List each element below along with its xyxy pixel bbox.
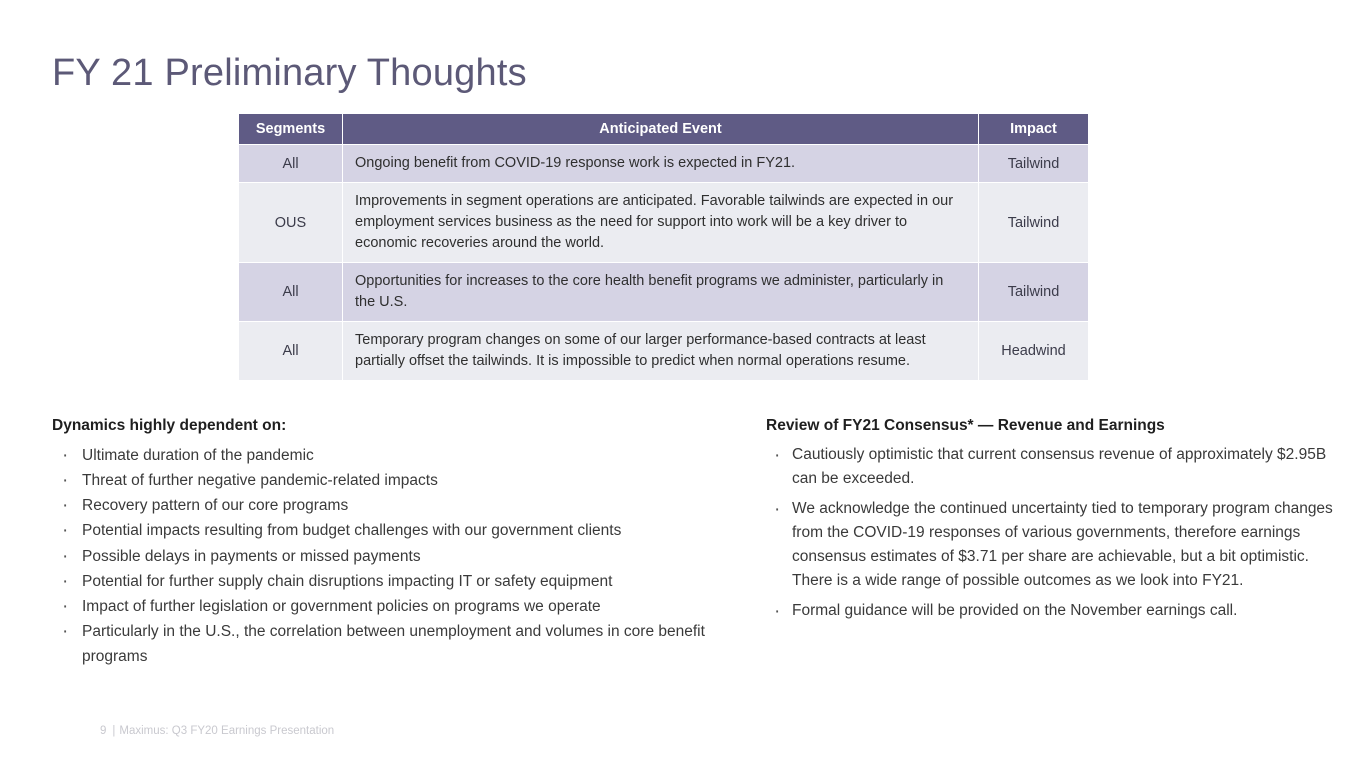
table-row xyxy=(239,183,1089,263)
cell-segment: All xyxy=(239,263,343,322)
column-header-segments: Segments xyxy=(239,114,343,145)
cell-event: Opportunities for increases to the core health benefit programs we administer, particularly in the U.S. xyxy=(343,263,979,322)
column-header-anticipated-event: Anticipated Event xyxy=(343,114,979,145)
list-item: · Cautiously optimistic that current consensus revenue of approximately $2.95B can be exceeded. xyxy=(766,443,1341,491)
consensus-review-heading: Review of FY21 Consensus* — Revenue and Earnings xyxy=(766,417,1165,434)
cell-impact: Tailwind xyxy=(979,263,1089,322)
list-item: · Possible delays in payments or missed payments xyxy=(52,544,752,569)
column-header-impact: Impact xyxy=(979,114,1089,145)
table-header-row xyxy=(239,114,1089,145)
list-item: · Formal guidance will be provided on the November earnings call. xyxy=(766,599,1341,623)
cell-segment: All xyxy=(239,145,343,183)
dynamics-section xyxy=(52,416,752,669)
table-row xyxy=(239,263,1089,322)
slide-footer xyxy=(100,725,334,737)
dynamics-bullet-list xyxy=(52,443,752,669)
page-title: FY 21 Preliminary Thoughts xyxy=(52,52,527,94)
cell-impact: Headwind xyxy=(979,322,1089,381)
list-item: · Impact of further legislation or government policies on programs we operate xyxy=(52,594,752,619)
list-item: · Particularly in the U.S., the correlation between unemployment and volumes in core benefit programs xyxy=(52,619,752,669)
table-row xyxy=(239,145,1089,183)
anticipated-event-table xyxy=(238,113,1089,381)
list-item: · Threat of further negative pandemic-related impacts xyxy=(52,468,752,493)
cell-event: Improvements in segment operations are anticipated. Favorable tailwinds are expected in our employment services business as the need for support into work will be a key driver to economic recoveries around the world. xyxy=(343,183,979,263)
cell-segment: OUS xyxy=(239,183,343,263)
cell-impact: Tailwind xyxy=(979,183,1089,263)
consensus-review-section xyxy=(766,416,1341,629)
cell-event: Ongoing benefit from COVID-19 response work is expected in FY21. xyxy=(343,145,979,183)
table-body xyxy=(239,145,1089,381)
page-number: 9 xyxy=(100,725,107,737)
cell-event: Temporary program changes on some of our larger performance-based contracts at least partially offset the tailwinds. It is impossible to predict when normal operations resume. xyxy=(343,322,979,381)
list-item: · Recovery pattern of our core programs xyxy=(52,493,752,518)
cell-segment: All xyxy=(239,322,343,381)
footer-text: Maximus: Q3 FY20 Earnings Presentation xyxy=(119,725,335,737)
table-row xyxy=(239,322,1089,381)
footer-separator: | xyxy=(112,725,116,737)
dynamics-heading: Dynamics highly dependent on: xyxy=(52,417,287,434)
cell-impact: Tailwind xyxy=(979,145,1089,183)
list-item: · Ultimate duration of the pandemic xyxy=(52,443,752,468)
list-item: · We acknowledge the continued uncertainty tied to temporary program changes from the COVID-19 responses of various governments, therefore earnings consensus estimates of $3.71 per share are achievable, but a bit optimistic. There is a wide range of possible outcomes as we look into FY21. xyxy=(766,497,1341,593)
list-item: · Potential impacts resulting from budget challenges with our government clients xyxy=(52,518,752,543)
list-item: · Potential for further supply chain disruptions impacting IT or safety equipment xyxy=(52,569,752,594)
consensus-bullet-list xyxy=(766,443,1341,623)
